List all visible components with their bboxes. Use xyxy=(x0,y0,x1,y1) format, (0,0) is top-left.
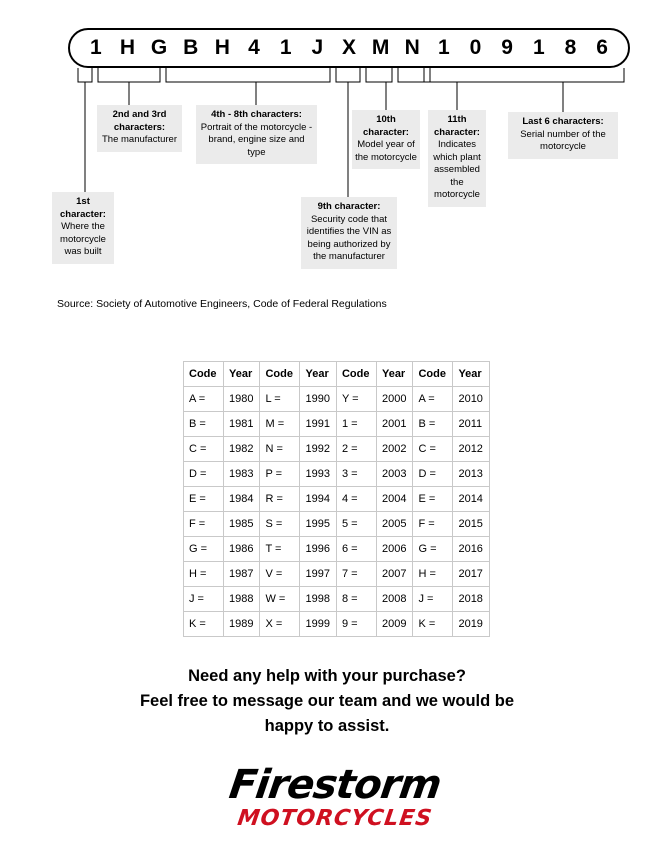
table-cell: 1993 xyxy=(300,462,336,487)
table-cell: 2008 xyxy=(376,587,412,612)
table-cell: 1987 xyxy=(224,562,260,587)
table-header-cell: Code xyxy=(184,362,224,387)
table-cell: J = xyxy=(413,587,453,612)
table-cell: X = xyxy=(260,612,300,637)
table-cell: V = xyxy=(260,562,300,587)
callout-tenth-character xyxy=(352,110,420,169)
table-cell: 1986 xyxy=(224,537,260,562)
table-cell: 1982 xyxy=(224,437,260,462)
table-cell: 2017 xyxy=(453,562,489,587)
table-header-cell: Year xyxy=(376,362,412,387)
callout-fourth-eighth-characters xyxy=(196,105,317,164)
table-cell: T = xyxy=(260,537,300,562)
table-cell: 7 = xyxy=(336,562,376,587)
table-cell: 1996 xyxy=(300,537,336,562)
table-row xyxy=(184,387,490,412)
help-line-3: happy to assist. xyxy=(264,717,390,735)
table-cell: E = xyxy=(413,487,453,512)
table-cell: 2015 xyxy=(453,512,489,537)
table-header-cell: Code xyxy=(413,362,453,387)
table-cell: E = xyxy=(184,487,224,512)
table-cell: 5 = xyxy=(336,512,376,537)
table-cell: H = xyxy=(413,562,453,587)
callout-body: Portrait of the motorcycle - brand, engine size and type xyxy=(200,121,313,158)
vin-char: 0 xyxy=(469,36,482,59)
vin-char: 6 xyxy=(596,36,608,59)
table-cell: 3 = xyxy=(336,462,376,487)
table-cell: 9 = xyxy=(336,612,376,637)
table-cell: 2003 xyxy=(376,462,412,487)
vin-char: 8 xyxy=(564,36,577,59)
callout-second-third-characters xyxy=(97,105,182,152)
table-cell: 4 = xyxy=(336,487,376,512)
vin-char: 1 xyxy=(89,36,102,59)
table-cell: 1998 xyxy=(300,587,336,612)
callout-eleventh-character xyxy=(428,110,486,207)
table-cell: G = xyxy=(184,537,224,562)
table-row xyxy=(184,412,490,437)
table-cell: B = xyxy=(184,412,224,437)
callout-header: 4th - 8th characters: xyxy=(211,109,302,120)
table-header-cell: Year xyxy=(224,362,260,387)
table-cell: 1980 xyxy=(224,387,260,412)
table-cell: 1984 xyxy=(224,487,260,512)
vin-char: B xyxy=(183,36,199,59)
callout-header: 9th character: xyxy=(317,201,381,212)
table-cell: 2011 xyxy=(453,412,489,437)
callout-first-character xyxy=(52,192,114,264)
table-row xyxy=(184,587,490,612)
table-cell: K = xyxy=(413,612,453,637)
table-cell: S = xyxy=(260,512,300,537)
table-cell: P = xyxy=(260,462,300,487)
table-cell: M = xyxy=(260,412,300,437)
table-cell: 2004 xyxy=(376,487,412,512)
table-row xyxy=(184,537,490,562)
table-header-cell: Code xyxy=(260,362,300,387)
table-cell: L = xyxy=(260,387,300,412)
model-year-code-table xyxy=(183,361,490,637)
table-cell: W = xyxy=(260,587,300,612)
table-cell: R = xyxy=(260,487,300,512)
callout-header: 10th character: xyxy=(363,114,409,138)
table-cell: 2014 xyxy=(453,487,489,512)
table-cell: B = xyxy=(413,412,453,437)
callout-header: 2nd and 3rd characters: xyxy=(112,109,167,133)
vin-char: X xyxy=(341,36,356,59)
callout-body: The manufacturer xyxy=(102,134,177,145)
table-cell: 2001 xyxy=(376,412,412,437)
vin-number-strip xyxy=(68,28,630,68)
table-cell: 2012 xyxy=(453,437,489,462)
callout-body: Where the motorcycle was built xyxy=(60,221,106,257)
table-cell: D = xyxy=(184,462,224,487)
callout-body: Indicates which plant assembled the motorcycle xyxy=(433,139,481,200)
vin-char: 4 xyxy=(248,36,260,59)
table-cell: K = xyxy=(184,612,224,637)
table-cell: D = xyxy=(413,462,453,487)
table-header-row xyxy=(184,362,490,387)
table-header-cell: Year xyxy=(300,362,336,387)
vin-char: N xyxy=(404,36,420,59)
table-row xyxy=(184,487,490,512)
table-cell: A = xyxy=(184,387,224,412)
table-cell: 1997 xyxy=(300,562,336,587)
callout-body: Serial number of the motorcycle xyxy=(520,128,606,152)
table-cell: 2000 xyxy=(376,387,412,412)
table-cell: C = xyxy=(413,437,453,462)
help-line-1: Need any help with your purchase? xyxy=(188,667,466,685)
vin-char: G xyxy=(150,36,168,59)
table-row xyxy=(184,612,490,637)
logo-subtitle: MOTORCYCLES xyxy=(235,806,435,831)
table-cell: J = xyxy=(184,587,224,612)
help-message xyxy=(0,664,654,739)
table-cell: 2 = xyxy=(336,437,376,462)
table-cell: A = xyxy=(413,387,453,412)
table-cell: N = xyxy=(260,437,300,462)
source-note: Source: Society of Automotive Engineers, Code of Federal Regulations xyxy=(57,298,387,310)
help-line-2: Feel free to message our team and we would be xyxy=(139,692,515,710)
table-cell: 1990 xyxy=(300,387,336,412)
callout-header: Last 6 characters: xyxy=(522,116,604,127)
table-header-cell: Code xyxy=(336,362,376,387)
callout-body: Security code that identifies the VIN as being authorized by the manufacturer xyxy=(306,213,392,262)
table-cell: 1 = xyxy=(336,412,376,437)
table-row xyxy=(184,512,490,537)
table-cell: 1991 xyxy=(300,412,336,437)
table-cell: 2007 xyxy=(376,562,412,587)
table-row xyxy=(184,437,490,462)
table-cell: G = xyxy=(413,537,453,562)
table-cell: 1989 xyxy=(224,612,260,637)
vin-char: 1 xyxy=(279,36,292,59)
table-header-cell: Year xyxy=(453,362,489,387)
table-row xyxy=(184,462,490,487)
table-cell: 2009 xyxy=(376,612,412,637)
table-cell: 2002 xyxy=(376,437,412,462)
table-cell: F = xyxy=(413,512,453,537)
table-cell: H = xyxy=(184,562,224,587)
table-cell: 1994 xyxy=(300,487,336,512)
table-row xyxy=(184,562,490,587)
callout-ninth-character xyxy=(301,197,397,269)
table-cell: C = xyxy=(184,437,224,462)
table-cell: 8 = xyxy=(336,587,376,612)
callout-body: Model year of the motorcycle xyxy=(355,139,417,163)
vin-char: H xyxy=(214,36,230,59)
vin-char: 1 xyxy=(438,36,450,59)
table-cell: 2013 xyxy=(453,462,489,487)
vin-char: 9 xyxy=(501,36,513,59)
table-cell: 2010 xyxy=(453,387,489,412)
table-cell: F = xyxy=(184,512,224,537)
table-cell: 1995 xyxy=(300,512,336,537)
vin-char: 1 xyxy=(532,36,545,59)
table-cell: 2006 xyxy=(376,537,412,562)
table-cell: 1999 xyxy=(300,612,336,637)
callout-header: 11th character: xyxy=(434,114,480,138)
table-cell: 1981 xyxy=(224,412,260,437)
table-cell: 1983 xyxy=(224,462,260,487)
vin-char: J xyxy=(311,36,324,59)
table-cell: 2019 xyxy=(453,612,489,637)
vin-char: H xyxy=(119,36,136,59)
callout-header: 1st character: xyxy=(60,196,106,220)
table-cell: 1988 xyxy=(224,587,260,612)
table-cell: 2005 xyxy=(376,512,412,537)
table-cell: 2018 xyxy=(453,587,489,612)
table-cell: 2016 xyxy=(453,537,489,562)
table-cell: 6 = xyxy=(336,537,376,562)
table-cell: Y = xyxy=(336,387,376,412)
vin-char: M xyxy=(371,36,390,59)
table-cell: 1985 xyxy=(224,512,260,537)
logo-brand-name: Firestorm xyxy=(226,762,444,808)
callout-last-six-characters xyxy=(508,112,618,159)
firestorm-motorcycles-logo xyxy=(175,762,495,844)
table-cell: 1992 xyxy=(300,437,336,462)
